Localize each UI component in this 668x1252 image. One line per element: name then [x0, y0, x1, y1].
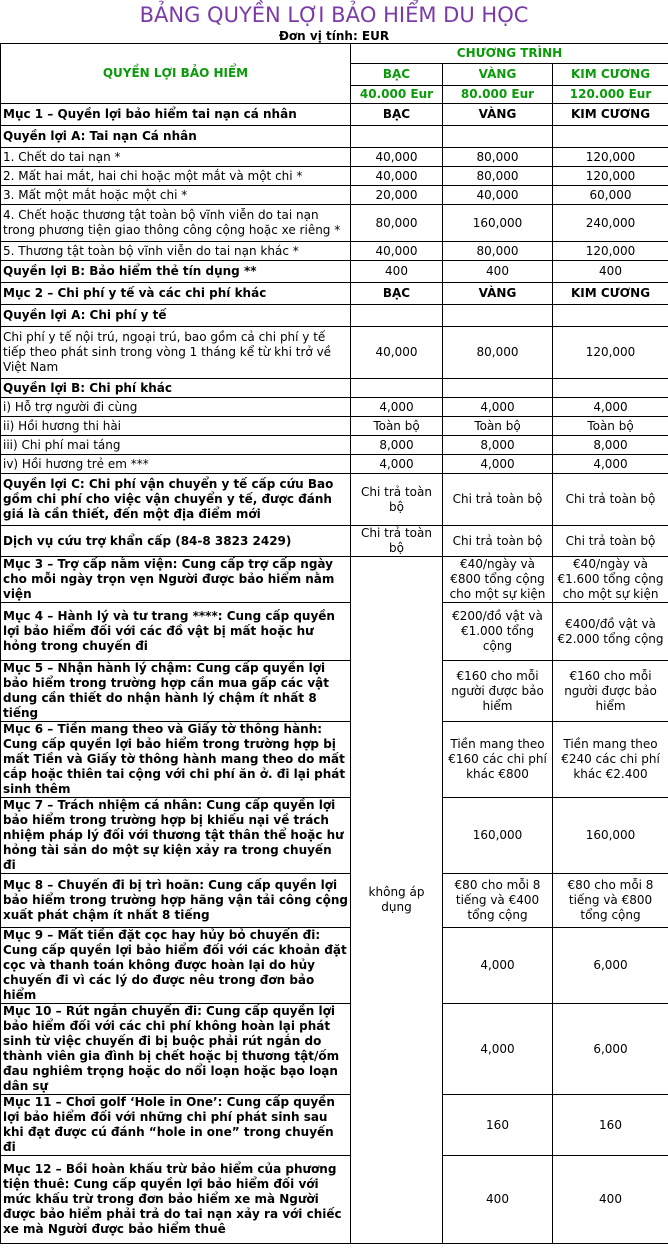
- gold-value: 160: [443, 1095, 553, 1156]
- plan-value: 4,000: [443, 455, 553, 474]
- plan-value: 40,000: [351, 167, 443, 186]
- plan-value: Toàn bộ: [443, 417, 553, 436]
- table-row: [1, 205, 668, 242]
- section-label: Mục 7 – Trách nhiệm cá nhân: Cung cấp quyền lợi bảo hiểm trong trường hợp bị khiếu nại về trách nhiệm pháp lý đối với thương tật thân thể hoặc hư hỏng tài sản do một sự kiện xảy ra trong chuyến đi: [1, 798, 351, 874]
- benefit-label: i) Hỗ trợ người đi cùng: [1, 398, 351, 417]
- diamond-value: Tiền mang theo €240 các chi phí khác €2.400: [553, 722, 668, 798]
- diamond-value: 400: [553, 1156, 668, 1244]
- table-row: [1, 874, 668, 928]
- plan-value: 80,000: [351, 205, 443, 242]
- plan-value: 400: [351, 261, 443, 283]
- plan-value: Toàn bộ: [351, 417, 443, 436]
- plan-value: [351, 305, 443, 327]
- table-row: [1, 474, 668, 526]
- table-row: [1, 603, 668, 661]
- benefit-label: 1. Chết do tai nạn *: [1, 148, 351, 167]
- benefit-label: 5. Thương tật toàn bộ vĩnh viễn do tai nạn khác *: [1, 242, 351, 261]
- plan-name: VÀNG: [443, 64, 553, 86]
- plan-value: 4,000: [351, 398, 443, 417]
- plan-name: KIM CƯƠNG: [553, 64, 668, 86]
- plan-value: 120,000: [553, 242, 668, 261]
- table-row: [1, 283, 668, 305]
- table-row: [1, 1156, 668, 1244]
- diamond-value: 6,000: [553, 928, 668, 1004]
- plan-value: Chi trả toàn bộ: [553, 526, 668, 557]
- table-row: [1, 305, 668, 327]
- gold-value: €200/đồ vật và €1.000 tổng cộng: [443, 603, 553, 661]
- plan-value: 80,000: [443, 148, 553, 167]
- table-row: [1, 242, 668, 261]
- section-label: Mục 6 – Tiền mang theo và Giấy tờ thông hành: Cung cấp quyền lợi bảo hiểm trong trường hợp bị mất Tiền và Giấy tờ thông hành mang theo do mất cắp hoặc thiên tai cộng với chi phí ăn ở. đi lại phát sinh thêm: [1, 722, 351, 798]
- section-label: Mục 5 – Nhận hành lý chậm: Cung cấp quyền lợi bảo hiểm trong trường hợp cần mua gấp các vật dung cần thiết do nhận hành lý chậm ít nhất 8 tiếng: [1, 661, 351, 722]
- plan-value: 160,000: [443, 205, 553, 242]
- gold-value: 4,000: [443, 1004, 553, 1095]
- plan-value: 120,000: [553, 148, 668, 167]
- benefit-label: Quyền lợi B: Chi phí khác: [1, 379, 351, 398]
- plan-value: Chi trả toàn bộ: [443, 474, 553, 526]
- table-row: [1, 455, 668, 474]
- table-row: [1, 126, 668, 148]
- currency-unit: Đơn vị tính: EUR: [278, 29, 390, 43]
- plan-value: 40,000: [351, 148, 443, 167]
- gold-value: 4,000: [443, 928, 553, 1004]
- plan-value: BẠC: [351, 104, 443, 126]
- table-row: [1, 104, 668, 126]
- diamond-value: €400/đồ vật và €2.000 tổng cộng: [553, 603, 668, 661]
- plan-value: 8,000: [351, 436, 443, 455]
- table-row: [1, 1004, 668, 1095]
- table-row: [1, 186, 668, 205]
- plan-value: [351, 126, 443, 148]
- plan-value: [553, 379, 668, 398]
- section-label: Mục 4 – Hành lý và tư trang ****: Cung cấp quyền lợi bảo hiểm đối với các đồ vật bị mất hoặc hư hỏng trong chuyến đi: [1, 603, 351, 661]
- page-title: BẢNG QUYỀN LỢI BẢO HIỂM DU HỌC: [139, 3, 529, 27]
- plan-value: Toàn bộ: [553, 417, 668, 436]
- plan-value: Chi trả toàn bộ: [443, 526, 553, 557]
- table-row: [1, 398, 668, 417]
- plan-value: 240,000: [553, 205, 668, 242]
- benefits-table: [0, 43, 668, 1244]
- plan-value: KIM CƯƠNG: [553, 283, 668, 305]
- table-row: [1, 417, 668, 436]
- diamond-value: €80 cho mỗi 8 tiếng và €800 tổng cộng: [553, 874, 668, 928]
- plan-amount: 80.000 Eur: [443, 86, 553, 104]
- plan-value: [443, 305, 553, 327]
- table-row: [1, 798, 668, 874]
- gold-value: €40/ngày và €800 tổng cộng cho một sự kiện: [443, 557, 553, 603]
- plan-value: 40,000: [351, 242, 443, 261]
- section-label: Mục 11 – Chơi golf ‘Hole in One’: Cung cấp quyền lợi bảo hiểm đối với những chi phí phát sinh sau khi đạt được cú đánh “hole in one” trong chuyến đi: [1, 1095, 351, 1156]
- plan-value: [351, 379, 443, 398]
- plan-value: Chi trả toàn bộ: [351, 526, 443, 557]
- plan-value: 60,000: [553, 186, 668, 205]
- plan-value: KIM CƯƠNG: [553, 104, 668, 126]
- table-row: [1, 1095, 668, 1156]
- plan-value: 4,000: [553, 455, 668, 474]
- plan-name: BẠC: [351, 64, 443, 86]
- section-label: Mục 8 – Chuyến đi bị trì hoãn: Cung cấp quyền lợi bảo hiểm trong trường hợp hãng vận tải công cộng xuất phát chậm ít nhất 8 tiếng: [1, 874, 351, 928]
- gold-value: 400: [443, 1156, 553, 1244]
- benefits-column-header: QUYỀN LỢI BẢO HIỂM: [1, 44, 351, 104]
- benefit-label: Quyền lợi C: Chi phí vận chuyển y tế cấp cứu Bao gồm chi phí cho việc vận chuyển y tế, được đánh giá là cần thiết, đến một địa điểm mới: [1, 474, 351, 526]
- diamond-value: €40/ngày và €1.600 tổng cộng cho một sự kiện: [553, 557, 668, 603]
- benefit-label: Quyền lợi A: Tai nạn Cá nhân: [1, 126, 351, 148]
- plan-value: 120,000: [553, 167, 668, 186]
- program-header: CHƯƠNG TRÌNH: [351, 44, 668, 64]
- plan-value: 8,000: [553, 436, 668, 455]
- table-row: [1, 557, 668, 603]
- plan-value: [553, 126, 668, 148]
- plan-value: [553, 305, 668, 327]
- section-label: Mục 12 – Bồi hoàn khấu trừ bảo hiểm của phương tiện thuê: Cung cấp quyền lợi bảo hiểm đối với mức khấu trừ trong đơn bảo hiểm xe mà Người được bảo hiểm phải trả do tai nạn xảy ra với chiếc xe mà Người được bảo hiểm thuê: [1, 1156, 351, 1244]
- plan-value: 40,000: [443, 186, 553, 205]
- table-row: [1, 436, 668, 455]
- plan-value: Chi trả toàn bộ: [351, 474, 443, 526]
- gold-value: 160,000: [443, 798, 553, 874]
- benefit-label: iii) Chi phí mai táng: [1, 436, 351, 455]
- diamond-value: 6,000: [553, 1004, 668, 1095]
- not-applicable-cell: không áp dụng: [351, 557, 443, 1244]
- benefit-label: 4. Chết hoặc thương tật toàn bộ vĩnh viễn do tai nạn trong phương tiện giao thông công cộng hoặc xe riêng *: [1, 205, 351, 242]
- section-label: Mục 9 – Mất tiền đặt cọc hay hủy bỏ chuyến đi: Cung cấp quyền lợi bảo hiểm đối với các khoản đặt cọc và thanh toán không được hoàn lại do hủy chuyến đi vì các lý do được nêu trong đơn bảo hiểm: [1, 928, 351, 1004]
- plan-value: 4,000: [351, 455, 443, 474]
- benefit-label: Chi phí y tế nội trú, ngoại trú, bao gồm cả chi phí y tế tiếp theo phát sinh trong vòng 1 tháng kể từ khi trở về Việt Nam: [1, 327, 351, 379]
- table-row: [1, 661, 668, 722]
- table-row: [1, 928, 668, 1004]
- benefit-label: Dịch vụ cứu trợ khẩn cấp (84-8 3823 2429): [1, 526, 351, 557]
- gold-value: Tiền mang theo €160 các chi phí khác €800: [443, 722, 553, 798]
- table-row: [1, 722, 668, 798]
- plan-value: 80,000: [443, 242, 553, 261]
- plan-value: 4,000: [443, 398, 553, 417]
- plan-value: VÀNG: [443, 283, 553, 305]
- plan-amount: 120.000 Eur: [553, 86, 668, 104]
- section-label: Mục 3 – Trợ cấp nằm viện: Cung cấp trợ cấp ngày cho mỗi ngày trọn vẹn Người được bảo hiểm nằm viện: [1, 557, 351, 603]
- diamond-value: €160 cho mỗi người được bảo hiểm: [553, 661, 668, 722]
- plan-value: 400: [553, 261, 668, 283]
- plan-value: 20,000: [351, 186, 443, 205]
- diamond-value: 160: [553, 1095, 668, 1156]
- plan-value: [443, 379, 553, 398]
- benefit-label: Mục 2 – Chi phí y tế và các chi phí khác: [1, 283, 351, 305]
- table-row: [1, 526, 668, 557]
- table-row: [1, 261, 668, 283]
- plan-amount: 40.000 Eur: [351, 86, 443, 104]
- table-row: [1, 327, 668, 379]
- plan-value: BẠC: [351, 283, 443, 305]
- benefit-label: 2. Mất hai mắt, hai chi hoặc một mắt và một chi *: [1, 167, 351, 186]
- plan-value: 4,000: [553, 398, 668, 417]
- plan-value: Chi trả toàn bộ: [553, 474, 668, 526]
- diamond-value: 160,000: [553, 798, 668, 874]
- plan-value: 8,000: [443, 436, 553, 455]
- plan-value: 400: [443, 261, 553, 283]
- benefit-label: Mục 1 – Quyền lợi bảo hiểm tai nạn cá nhân: [1, 104, 351, 126]
- plan-value: 80,000: [443, 327, 553, 379]
- gold-value: €80 cho mỗi 8 tiếng và €400 tổng cộng: [443, 874, 553, 928]
- table-row: [1, 148, 668, 167]
- section-label: Mục 10 – Rút ngắn chuyến đi: Cung cấp quyền lợi bảo hiểm đối với các chi phí không hoàn lại phát sinh từ việc chuyến đi bị buộc phải rút ngắn do thành viên gia đình bị chết hoặc bị thương tật/ốm đau nghiêm trọng hoặc do nổi loạn hoặc bạo loạn dân sự: [1, 1004, 351, 1095]
- plan-value: 80,000: [443, 167, 553, 186]
- benefit-label: Quyền lợi B: Bảo hiểm thẻ tín dụng **: [1, 261, 351, 283]
- gold-value: €160 cho mỗi người được bảo hiểm: [443, 661, 553, 722]
- plan-value: [443, 126, 553, 148]
- table-row: [1, 379, 668, 398]
- benefit-label: Quyền lợi A: Chi phí y tế: [1, 305, 351, 327]
- plan-value: VÀNG: [443, 104, 553, 126]
- plan-value: 120,000: [553, 327, 668, 379]
- table-row: [1, 167, 668, 186]
- plan-value: 40,000: [351, 327, 443, 379]
- benefit-label: ii) Hồi hương thi hài: [1, 417, 351, 436]
- benefit-label: iv) Hồi hương trẻ em ***: [1, 455, 351, 474]
- benefit-label: 3. Mất một mắt hoặc một chi *: [1, 186, 351, 205]
